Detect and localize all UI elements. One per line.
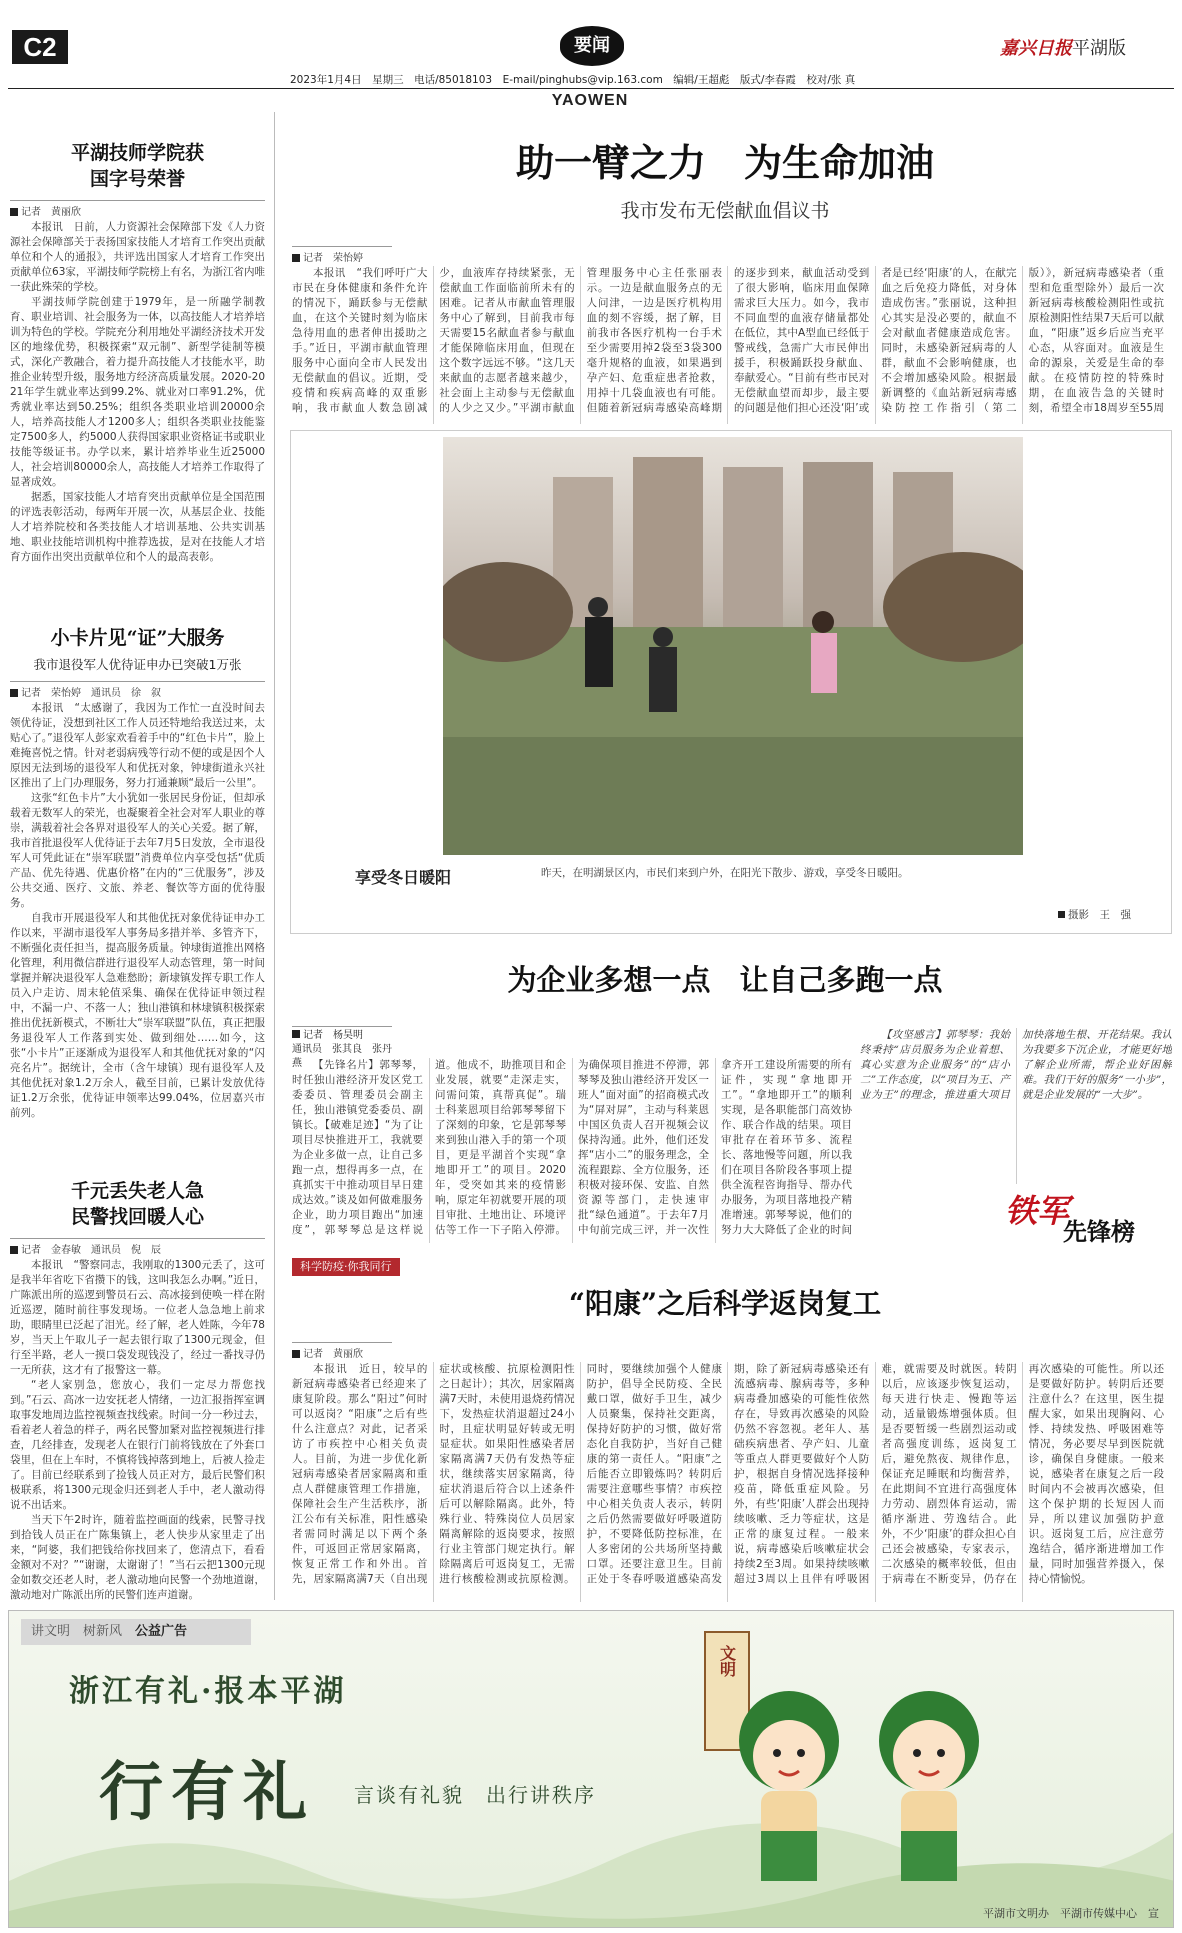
ad-tagline: 言谈有礼貌 出行讲秩序 xyxy=(354,1783,596,1807)
article-headline: 千元丢失老人急 民警找回暖人心 xyxy=(70,1180,204,1228)
badge-line2: 先锋榜 xyxy=(1063,1217,1135,1246)
masthead-rule xyxy=(8,88,1174,89)
story2-byline-reporter: 记者 杨昊明 xyxy=(292,1029,392,1043)
paper-brand-name: 嘉兴日报 xyxy=(1000,38,1072,59)
article-veteran-card xyxy=(10,625,265,1191)
ad-tag xyxy=(21,1619,251,1645)
mascot-illustration xyxy=(699,1671,1029,1901)
ad-slogan-small: 浙江有礼·报本平湖 xyxy=(69,1674,347,1709)
masthead xyxy=(0,0,1182,110)
story2-body: 【先锋名片】郭琴琴，时任独山港经济开发区党工委委员、管理委员会副主任，独山港镇党委委员、副镇长。【破难足迹】“为了让项目尽快推进开工，我就要为企业多做一点，让自己多跑一点，想得再多一点，在真抓实干中推动项目早日建成达效。”谈及如何做难服务企业，助力项目跑出“加速度”，郭琴琴总是这样说道。他成不，助推项目和企业发展，就要“走深走实，问需问策，真帮真促”。瑞士科莱恩项目给郭琴琴留下了深刻的印象，它是郭琴琴来到独山港入手的第一个项目，更是平湖首个实现“拿地即开工”的项目。2020年，受突如其来的疫情影响，原定年初就要开展的项目审批、土地出让、环境评估等工作一下子陷入停滞。为确保项目推进不停滞，郭琴琴及独山港经济开发区一班人“面对面”的招商模式改为“屏对屏”，主动与科莱恩中国区负责人召开视频会议保持沟通。此外，他们还发挥“店小二”的服务理念，全流程跟踪、全方位服务，还积极对接环保、安监、自然资源等部门，走快速审批“绿色通道”。于去年7月中旬前完成三评，并一次性拿齐开工建设所需要的所有证件，实现“拿地即开工”。“拿地即开工”的顺利实现，是各职能部门高效协作、联合作战的结果。项目审批存在着环节多、流程长、落地慢等问题，所以我们在项目各阶段各事项上提供全流程咨询指导、帮办代办服务，为项目落地投产精准增速。郭琴琴说，他们的努力大大降低了企业的时间 xyxy=(292,1059,852,1236)
article-body: 本报讯 日前，人力资源社会保障部下发《人力资源社会保障部关于表扬国家技能人才培育工作突出贡献单位和个人的通报》，共评选出国家人才培育工作突出贡献单位63家，平湖技师学院榜上有名，为浙江省内唯一获此殊荣的学校。 平湖技师学院创建于1979年，是一所融学制教育、职业培训、社会服务为一体，以高技能人才培养培训为特色的学校。学院充分利用地处平湖经济技术开发区的地缘优势，积极探索“双元制”、新型学徒制等模式，深化产教融合，着力提升高技能人才技能水平，助推企业转型升级，服务地方经济高质量发展。2020-2021年学生就业率达到99.2%、就业对口率91.2%，优秀就业率达到50.25%；组织各类职业培训20000余人，培养高技能人才1200多人；组织各类职业技能鉴定7500多人，约5000人获得国家职业资格证书或职业技能等级证书。办学以来，累计培养毕业生近25000人，社会培训80000余人，高技能人才培养工作取得了显著成效。 据悉，国家技能人才培育突出贡献单位是全国范围的评选表彰活动，每两年开展一次，从基层企业、技能人才培养院校和各类技能人才培训基地、公共实训基地、职业技能培训机构中推荐选拔，是对在技能人才培育方面作出突出贡献单位和个人的最高表彰。 xyxy=(10,221,265,563)
news-photo xyxy=(443,437,1023,855)
photo-caption: 昨天，在明湖景区内，市民们来到户外，在阳光下散步、游戏，享受冬日暖阳。 xyxy=(541,867,909,879)
lead-headline: 助一臂之力 为生命加油 xyxy=(515,140,934,185)
photo-scene xyxy=(443,437,1023,855)
section-en: YAOWEN xyxy=(551,92,629,109)
public-service-ad xyxy=(8,1610,1174,1928)
lead-byline: 记者 荣怡婷 xyxy=(292,246,392,262)
article-technician-college xyxy=(10,140,265,612)
article-byline: 记者 金春敏 通讯员 倪 辰 xyxy=(10,1238,265,1254)
paper-brand xyxy=(1000,34,1126,58)
column-tag: 科学防疫·你我同行 xyxy=(292,1258,400,1276)
article-body: 本报讯 “警察同志，我刚取的1300元丢了，这可是我半年省吃下省攒下的钱，这叫我怎么办啊。”近日，广陈派出所的巡逻到警员石云、高冰接到使唤一样在附近巡逻，随时前往事发现场。一位老人急急地上前求助，眼睛里已泛起了泪光。经了解，老人姓陈，今年78岁，当天上午取儿子一起去银行取了1300元现金，但行至半路，老人一摸口袋发现钱没了，经过一番找寻仍一无所获，这才有了报警这一幕。 “老人家别急，您放心，我们一定尽力帮您找到。”石云、高冰一边安抚老人情绪，一边汇报指挥室调取事发地周边监控视频查找线索。时间一分一秒过去，看着老人着急的样子，两名民警加紧对监控视频进行排查，几经排查，发现老人在银行门前将钱放在了外套口袋里，但在上车时，不慎将钱掉落到地上，后被人捡走了。目前已经联系到了捡钱人员正对方，最后民警们积极联系，将1300元现金归还到老人手中，老人激动得说不出话来。 当天下午2时许，随着监控画面的线索，民警寻找到拾钱人员正在广陈集镇上，老人快步从家里走了出来，“阿婆，我们把钱给你找回来了，您清点下，看看金额对不对？”“谢谢，太谢谢了！”当石云把1300元现金如数交还老人时，老人激动地向民警一个劲地道谢，激动地对广陈派出所的民警们连声道谢。 xyxy=(10,1259,265,1601)
lead-body: 本报讯 “我们呼吁广大市民在身体健康和条件允许的情况下，踊跃参与无偿献血，在这个关键时刻为临床急待用血的患者伸出援助之手。”近日，平湖市献血管理服务中心面向全市人民发出无偿献血的倡议。近期，受疫情和疾病高峰的双重影响，我市献血人数急剧减少，血液库存持续紧张，无偿献血工作面临前所未有的困难。记者从市献血管理服务中心了解到，目前我市每天需要15名献血者参与献血才能保障临床用血，但现在这个数字远远不够。“这几天来献血的志愿者越来越少，社会面上主动参与无偿献血的人少之又少。”平湖市献血管理服务中心主任张丽表示。一边是献血服务点的无人问津，一边是医疗机构用血的刻不容缓，据了解，目前我市各医疗机构一台手术至少需要用掉2袋至3袋300毫升规格的血液，如果遇到孕产妇、危重症患者抢救，用掉十几袋血液也有可能。但随着新冠病毒感染高峰期的逐步到来，献血活动受到了很大影响，临床用血保障需求巨大压力。如今，我市不同血型的血液存储量都处在低位，其中A型血已经低于警戒线，急需广大市民伸出援手，积极踊跃投身献血、奉献爱心。“目前有些市民对无偿献血望而却步，最主要的问题是他们担心还没‘阳’或者是已经‘阳康’的人，在献完血之后免疫力降低，对身体造成伤害。”张丽说，这种担心其实是没必要的，献血不会对献血者健康造成危害。同时，未感染新冠病毒的人群，献血不会影响健康，也不会增加感染风险。根据最新调整的《血站新冠病毒感染防控工作指引（第二版）》，新冠病毒感染者（重型和危重型除外）最后一次新冠病毒核酸检测阳性或抗原检测阳性结果7天后可以献血，“阳康”返乡后应当充平心态，从容面对。血液是生命的源泉，关爱是生命的奉献。在疫情防控的特殊时期，在血液告急的关键时刻，希望全市18周岁至55周 xyxy=(292,267,1164,414)
ad-slogan-big: 行有礼 xyxy=(99,1755,315,1830)
article-lost-money xyxy=(10,1178,265,1614)
ad-sign-text: 文明 xyxy=(717,1645,737,1677)
masthead-info: 2023年1月4日 星期三 电话/85018103 E-mail/pinghubs@vip.163.com 编辑/王超彪 版式/李春霞 校对/张 真 xyxy=(290,74,856,86)
page-number: C2 xyxy=(12,30,68,64)
article-byline: 记者 荣怡婷 通讯员 徐 叙 xyxy=(10,681,265,697)
article-headline: 小卡片见“证”大服务 xyxy=(50,627,225,649)
ad-tag-label: 公益广告 xyxy=(135,1624,188,1639)
story2-headline: 为企业多想一点 让自己多跑一点 xyxy=(507,963,943,997)
lead-subhead: 我市发布无偿献血倡议书 xyxy=(620,200,830,222)
edition-name: 平湖版 xyxy=(1072,38,1126,59)
article-body: 本报讯 “太感谢了，我因为工作忙一直没时间去领优待证，没想到社区工作人员还特地给我送过来，太贴心了。”退役军人彭家欢看着手中的“红色卡片”，脸上难掩喜悦之情。针对老弱病残等行动不便的或是因个人原因无法到场的退役军人和优抚对象，钟埭街道永兴社区推出了上门办理服务，努力打通兼顾“最后一公里”。 这张“红色卡片”大小犹如一张居民身份证，但却承载着无数军人的荣光，也凝聚着全社会对军人职业的尊崇，满载着社会各界对退役军人的关心关爱。据了解，我市首批退役军人优待证于去年7月5日发放，全市退役军人可凭此证在“崇军联盟”消费单位内享受包括“优质产品、优先待遇、优惠价格”在内的“三优服务”，涉及公共交通、医疗、文旅、养老、餐饮等方面的优待服务。 自我市开展退役军人和其他优抚对象优待证申办工作以来，平湖市退役军人事务局多措并举、多管齐下，不断强化责任担当，提高服务质量。钟埭街道推出网格化管理，利用微信群进行退役军人动态管理，第一时间掌握并解决退役军人急难愁盼；新埭镇发挥专职工作人员入户走访、周末轮值采集、确保在优待证申领过程中，不漏一户、不落一人；独山港镇和林埭镇积极探索推出优抚新模式，不断壮大“崇军联盟”队伍，真正把服务退役军人工作落到实处、做到细处……如今，这张“小卡片”正逐渐成为退役军人和其他优抚对象的“闪亮名片”。据统计，全市（含午埭镇）现有退役军人及其他优抚对象1.2万余人，截至目前，已累计发放优待证1.2万余张，优待证申领率达99.04%，位居嘉兴市前列。 xyxy=(10,702,265,1119)
story3-body: 本报讯 近日，较早的新冠病毒感染者已经迎来了康复阶段。那么“阳过”何时可以返岗？“阳康”之后有些什么注意点？对此，记者采访了市疾控中心相关负责人。目前，为进一步优化新冠病毒感染者居家隔离和重点人群健康管理工作措施，保障社会生产生活秩序，浙江公布有关标准，阳性感染者需同时满足以下两个条件，可返回正常居家隔离，恢复正常工作和外出。首先，居家隔离满7天（自出现症状或核酸、抗原检测阳性之日起计）；其次，居家隔离满7天时，未使用退烧药情况下，发热症状消退超过24小时，且症状明显好转或无明显症状。如果阳性感染者居家隔离满7天仍有发热等症状，继续落实居家隔离，待症状消退后符合以上述条件后可以解除隔离。此外，特殊行业、特殊岗位人员居家隔离解除的返岗要求，按照行业主管部门规定执行。解除隔离后可返岗复工，无需进行核酸检测或抗原检测。同时，要继续加强个人健康防护，倡导全民防疫、全民戴口罩，做好手卫生，减少人员聚集，保持社交距离，保持好防护的习惯，做好常态化自我防护，当好自己健康的第一责任人。“阳康”之后能否立即锻炼吗？转阴后需要注意哪些事情？市疾控中心相关负责人表示，转阴之后仍然需要做好呼吸道防护，不要降低防控标准，在人多密闭的公共场所坚持戴口罩。还要注意卫生。目前正处于冬春呼吸道感染高发期，除了新冠病毒感染还有流感病毒、腺病毒等，多种病毒叠加感染的可能性依然存在，导致再次感染的风险仍然不容忽视。老年人、基础疾病患者、孕产妇、儿童等重点人群更要做好个人防护，根据自身情况选择接种疫苗，降低重症风险。另外，有些‘阳康’人群会出现持续咳嗽、乏力等症状，这是正常的康复过程。一般来说，病毒感染后咳嗽症状会持续2至3周。如果持续咳嗽超过3周以上且伴有呼吸困难，就需要及时就医。转阴以后，应该逐步恢复运动，每天进行快走、慢跑等运动，适量锻炼增强体质。但是否要暂缓一些剧烈运动或者高强度训练，返岗复工后，避免熬夜、规律作息，保证充足睡眠和均衡营养，在此期间不宜进行高强度体力劳动、剧烈体育运动，需循序渐进、劳逸结合。此外，不少‘阳康’的群众担心自己还会被感染，专家表示，二次感染的概率较低，但由于病毒在不断变异，仍存在再次感染的可能性。所以还是要做好防护。转阴后还要注意什么？在这里，医生提醒大家，如果出现胸闷、心悸、持续发热、呼吸困难等情况，务必要尽早到医院就诊，确保自身健康。一般来说，感染者在康复之后一段时间内不会被再次感染，但这个保护期的长短因人而异，所以建议加强防护意识。返岗复工后，应注意劳逸结合，循序渐进增加工作量，同时加强营养摄入，保持心情愉悦。 xyxy=(292,1363,1164,1585)
badge-line1: 铁军 xyxy=(1005,1192,1070,1230)
photo-caption-title: 享受冬日暖阳 xyxy=(355,868,452,887)
article-headline: 平湖技师学院获 国字号荣誉 xyxy=(70,142,204,190)
ad-footer: 平湖市文明办 平湖市传媒中心 宣 xyxy=(983,1907,1159,1920)
story2-byline-correspondents: 通讯员 张其良 张丹燕 xyxy=(292,1044,392,1069)
photo-frame xyxy=(290,430,1172,934)
story3-headline: “阳康”之后科学返岗复工 xyxy=(568,1287,882,1320)
story3-byline: 记者 黄丽欣 xyxy=(292,1342,392,1358)
article-byline: 记者 黄丽欣 xyxy=(10,200,265,216)
article-subhead: 我市退役军人优待证申办已突破1万张 xyxy=(33,657,242,672)
photo-credit: 摄影 王 强 xyxy=(1058,907,1131,922)
vanguard-badge xyxy=(1005,1186,1170,1246)
ad-tag-text: 讲文明 树新风 xyxy=(31,1624,123,1639)
section-seal: 要闻 xyxy=(560,26,624,66)
story2-comment: 【攻坚感言】郭琴琴：我始终秉持“店员服务为企业着想、真心实意为企业服务”的“店小二”工作态度，以“项目为王、产业为王”的理念，推进重大项目加快落地生根、开花结果。我认为我要多下沉企业，才能更好地了解企业所需，帮企业好困解难。我们干好的服务“一小步”，就是企业发展的“一大步”。 xyxy=(860,1029,1172,1101)
left-column-divider xyxy=(274,112,275,1600)
